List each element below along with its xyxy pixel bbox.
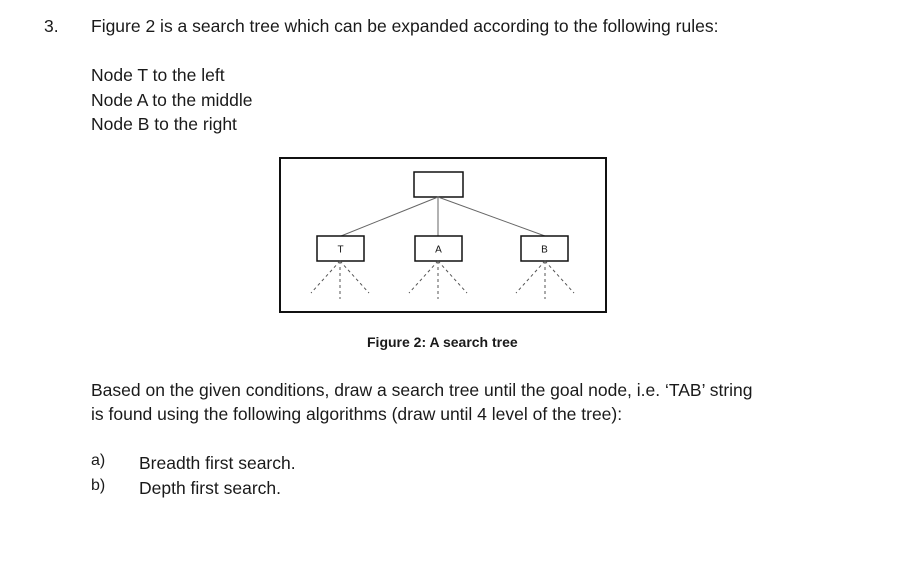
- rule-right: Node B to the right: [91, 114, 237, 134]
- search-tree-figure: [279, 157, 607, 313]
- node-b-label: B: [541, 244, 548, 256]
- part-b-label: b): [91, 477, 106, 494]
- part-b-text: Depth first search.: [139, 478, 281, 498]
- rule-left: Node T to the left: [91, 65, 225, 85]
- node-a-label: A: [435, 244, 442, 256]
- dashed-branches-a: [409, 261, 467, 299]
- part-a-label: a): [91, 452, 106, 469]
- root-node: [414, 172, 463, 197]
- dashed-branches-b: [516, 261, 574, 299]
- figure-caption: Figure 2: A search tree: [367, 334, 518, 350]
- rule-middle: Node A to the middle: [91, 89, 253, 110]
- dashed-branches-t: [311, 261, 369, 299]
- question-number: 3.: [44, 16, 59, 36]
- instruction-paragraph: [91, 378, 753, 426]
- edge-root-b: [438, 197, 545, 236]
- question-intro: Figure 2 is a search tree which can be expanded according to the following rules:: [91, 16, 719, 36]
- node-t-label: T: [337, 244, 344, 256]
- edge-root-t: [341, 197, 438, 236]
- part-a-text: Breadth first search.: [139, 453, 296, 473]
- search-tree-diagram: [281, 159, 605, 311]
- instruction-line-1: Based on the given conditions, draw a search tree until the goal node, i.e. ‘TAB’ string: [91, 380, 753, 400]
- instruction-line-2: is found using the following algorithms (draw until 4 level of the tree):: [91, 404, 623, 424]
- expansion-rules: [91, 63, 253, 137]
